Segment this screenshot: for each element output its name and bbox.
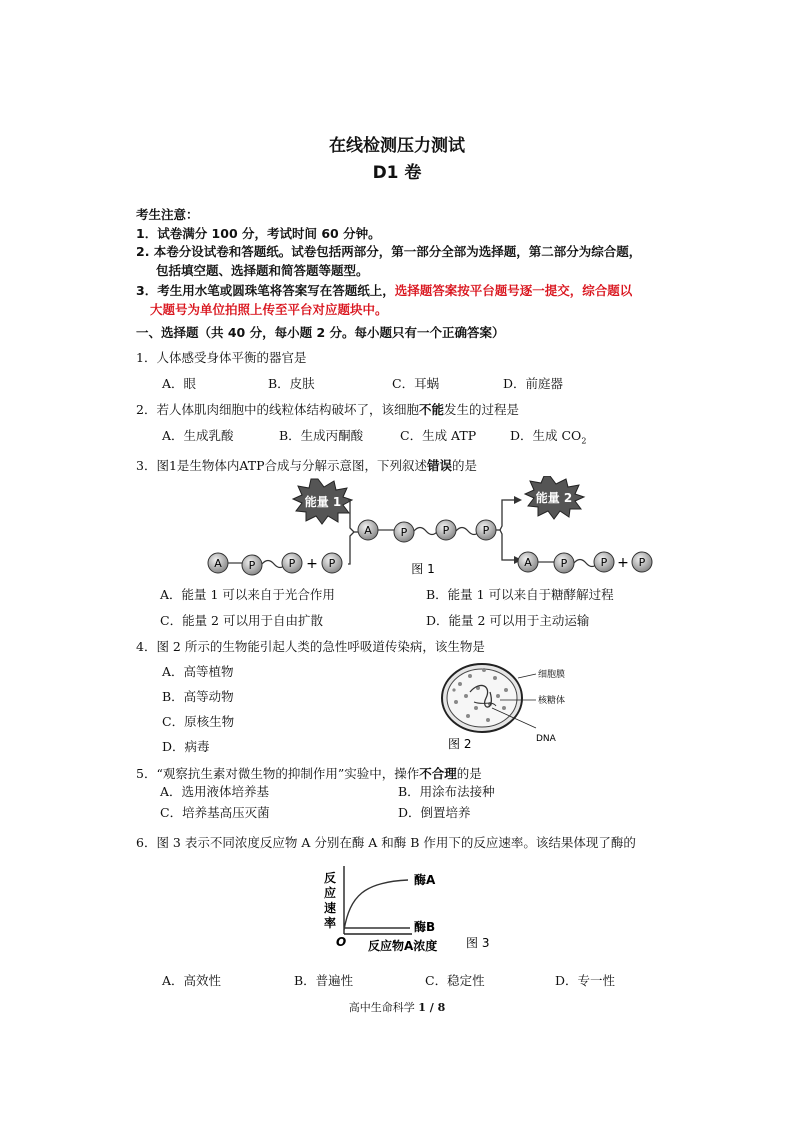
atp-left-phosphate-3-label: P xyxy=(328,557,336,570)
figure-3-ylabel-char-1: 反 xyxy=(323,871,337,885)
energy-1-label: 能量 1 xyxy=(304,495,342,509)
q3-option-d[interactable]: D．能量 2 可以用于主动运输 xyxy=(426,613,590,628)
atp-left-phosphate-1-label: P xyxy=(248,559,256,572)
notice-item-3-red: 选择题答案按平台题号逐一提交，综合题以 xyxy=(394,283,633,298)
q3-option-b[interactable]: B．能量 1 可以来自于糖酵解过程 xyxy=(426,587,614,602)
q5-option-d[interactable]: D．倒置培养 xyxy=(398,805,471,820)
figure-3-ylabel-char-4: 率 xyxy=(323,916,337,930)
q5-option-b[interactable]: B．用涂布法接种 xyxy=(398,784,495,799)
atp-center-phosphate-3-label: P xyxy=(482,524,490,537)
q4-option-b[interactable]: B．高等动物 xyxy=(162,689,234,704)
q1-option-c[interactable]: C．耳蜗 xyxy=(392,376,440,391)
q2-option-a[interactable]: A．生成乳酸 xyxy=(162,428,234,443)
q3-option-a[interactable]: A．能量 1 可以来自于光合作用 xyxy=(160,587,335,602)
q4-option-c[interactable]: C．原核生物 xyxy=(162,714,235,729)
notice-heading: 考生注意： xyxy=(136,207,199,222)
notice-item-2: 2. 本卷分设试卷和答题纸。试卷包括两部分，第一部分全部为选择题，第二部分为综合题， xyxy=(136,244,642,259)
q6-option-d[interactable]: D．专一性 xyxy=(555,973,616,988)
q4-option-d[interactable]: D．病毒 xyxy=(162,739,210,754)
q1-option-d[interactable]: D．前庭器 xyxy=(503,376,564,391)
q6-stem: 6．图 3 表示不同浓度反应物 A 分别在酶 A 和酶 B 作用下的反应速率。该结果体现了酶的 xyxy=(136,835,636,850)
notice-item-3-cont: 大题号为单位拍照上传至平台对应题块中。 xyxy=(150,302,388,317)
figure-2-label-ribosome: 核糖体 xyxy=(538,696,566,706)
q1-option-b[interactable]: B．皮肤 xyxy=(268,376,315,391)
figure-3-rate-graph xyxy=(320,862,500,958)
figure-3-origin: O xyxy=(336,935,347,949)
q1-option-a[interactable]: A．眼 xyxy=(162,376,197,391)
atp-right-phosphate-2-label: P xyxy=(600,556,608,569)
q6-option-a[interactable]: A．高效性 xyxy=(162,973,222,988)
q1-stem: 1．人体感受身体平衡的器官是 xyxy=(136,350,307,365)
notice-item-3 xyxy=(136,281,632,299)
q2-stem: 2．若人体肌肉细胞中的线粒体结构破坏了，该细胞不能发生的过程是 xyxy=(136,402,519,417)
notice-item-1: 1．试卷满分 100 分，考试时间 60 分钟。 xyxy=(136,226,381,241)
atp-left-plus: + xyxy=(306,556,318,572)
notice-item-3-text: 3．考生用水笔或圆珠笔将答案写在答题纸上， xyxy=(136,283,395,298)
energy-2-label: 能量 2 xyxy=(535,491,573,505)
figure-2-label-dna: DNA xyxy=(536,734,556,744)
q6-option-b[interactable]: B．普遍性 xyxy=(294,973,354,988)
figure-2-label-membrane: 细胞膜 xyxy=(538,670,566,680)
page-title: 在线检测压力测试 xyxy=(329,136,465,156)
atp-right-phosphate-3-label: P xyxy=(638,556,646,569)
figure-2-cell-diagram xyxy=(440,662,590,752)
figure-3-ylabel-char-3: 速 xyxy=(323,901,337,915)
atp-center-phosphate-2-label: P xyxy=(442,524,450,537)
atp-center-adenine-label: A xyxy=(364,524,372,537)
figure-3-label-enzyme-b: 酶B xyxy=(414,920,436,934)
atp-left-phosphate-2-label: P xyxy=(288,557,296,570)
figure-1-caption: 图 1 xyxy=(411,562,435,576)
section-heading: 一、选择题（共 40 分，每小题 2 分。每小题只有一个正确答案） xyxy=(136,325,505,340)
figure-2-caption: 图 2 xyxy=(448,737,472,751)
q2-option-c[interactable]: C．生成 ATP xyxy=(400,428,477,443)
atp-right-phosphate-1-label: P xyxy=(560,557,568,570)
figure-3-xlabel: 反应物A浓度 xyxy=(368,939,438,953)
q3-stem: 3．图1是生物体内ATP合成与分解示意图，下列叙述错误的是 xyxy=(136,458,478,473)
q5-option-a[interactable]: A．选用液体培养基 xyxy=(160,784,270,799)
q4-stem: 4．图 2 所示的生物能引起人类的急性呼吸道传染病，该生物是 xyxy=(136,639,485,654)
notice-item-2-cont: 包括填空题、选择题和简答题等题型。 xyxy=(156,263,369,278)
page-subtitle: D1 卷 xyxy=(372,163,422,183)
figure-1-atp-diagram xyxy=(200,476,660,581)
page-number: 1 / 8 xyxy=(418,1001,446,1014)
page-footer: 高中生命科学 1 / 8 xyxy=(348,1001,446,1014)
figure-3-curve-enzyme-a xyxy=(344,880,408,930)
q2-option-b[interactable]: B．生成丙酮酸 xyxy=(279,428,364,443)
atp-right-adenine-label: A xyxy=(524,556,532,569)
q3-option-c[interactable]: C．能量 2 可以用于自由扩散 xyxy=(160,613,323,628)
figure-3-ylabel-char-2: 应 xyxy=(323,886,337,900)
atp-center-phosphate-1-label: P xyxy=(400,526,408,539)
atp-left-adenine-label: A xyxy=(214,557,222,570)
q4-option-a[interactable]: A．高等植物 xyxy=(162,664,234,679)
figure-3-caption: 图 3 xyxy=(466,936,490,950)
q5-option-c[interactable]: C．培养基高压灭菌 xyxy=(160,805,270,820)
q6-option-c[interactable]: C．稳定性 xyxy=(425,973,485,988)
figure-3-label-enzyme-a: 酶A xyxy=(414,873,436,887)
q2-option-d[interactable]: D．生成 $CO_2$ xyxy=(510,428,587,446)
q5-stem: 5．“观察抗生素对微生物的抑制作用”实验中，操作不合理的是 xyxy=(136,766,482,781)
atp-right-plus: + xyxy=(617,555,629,571)
